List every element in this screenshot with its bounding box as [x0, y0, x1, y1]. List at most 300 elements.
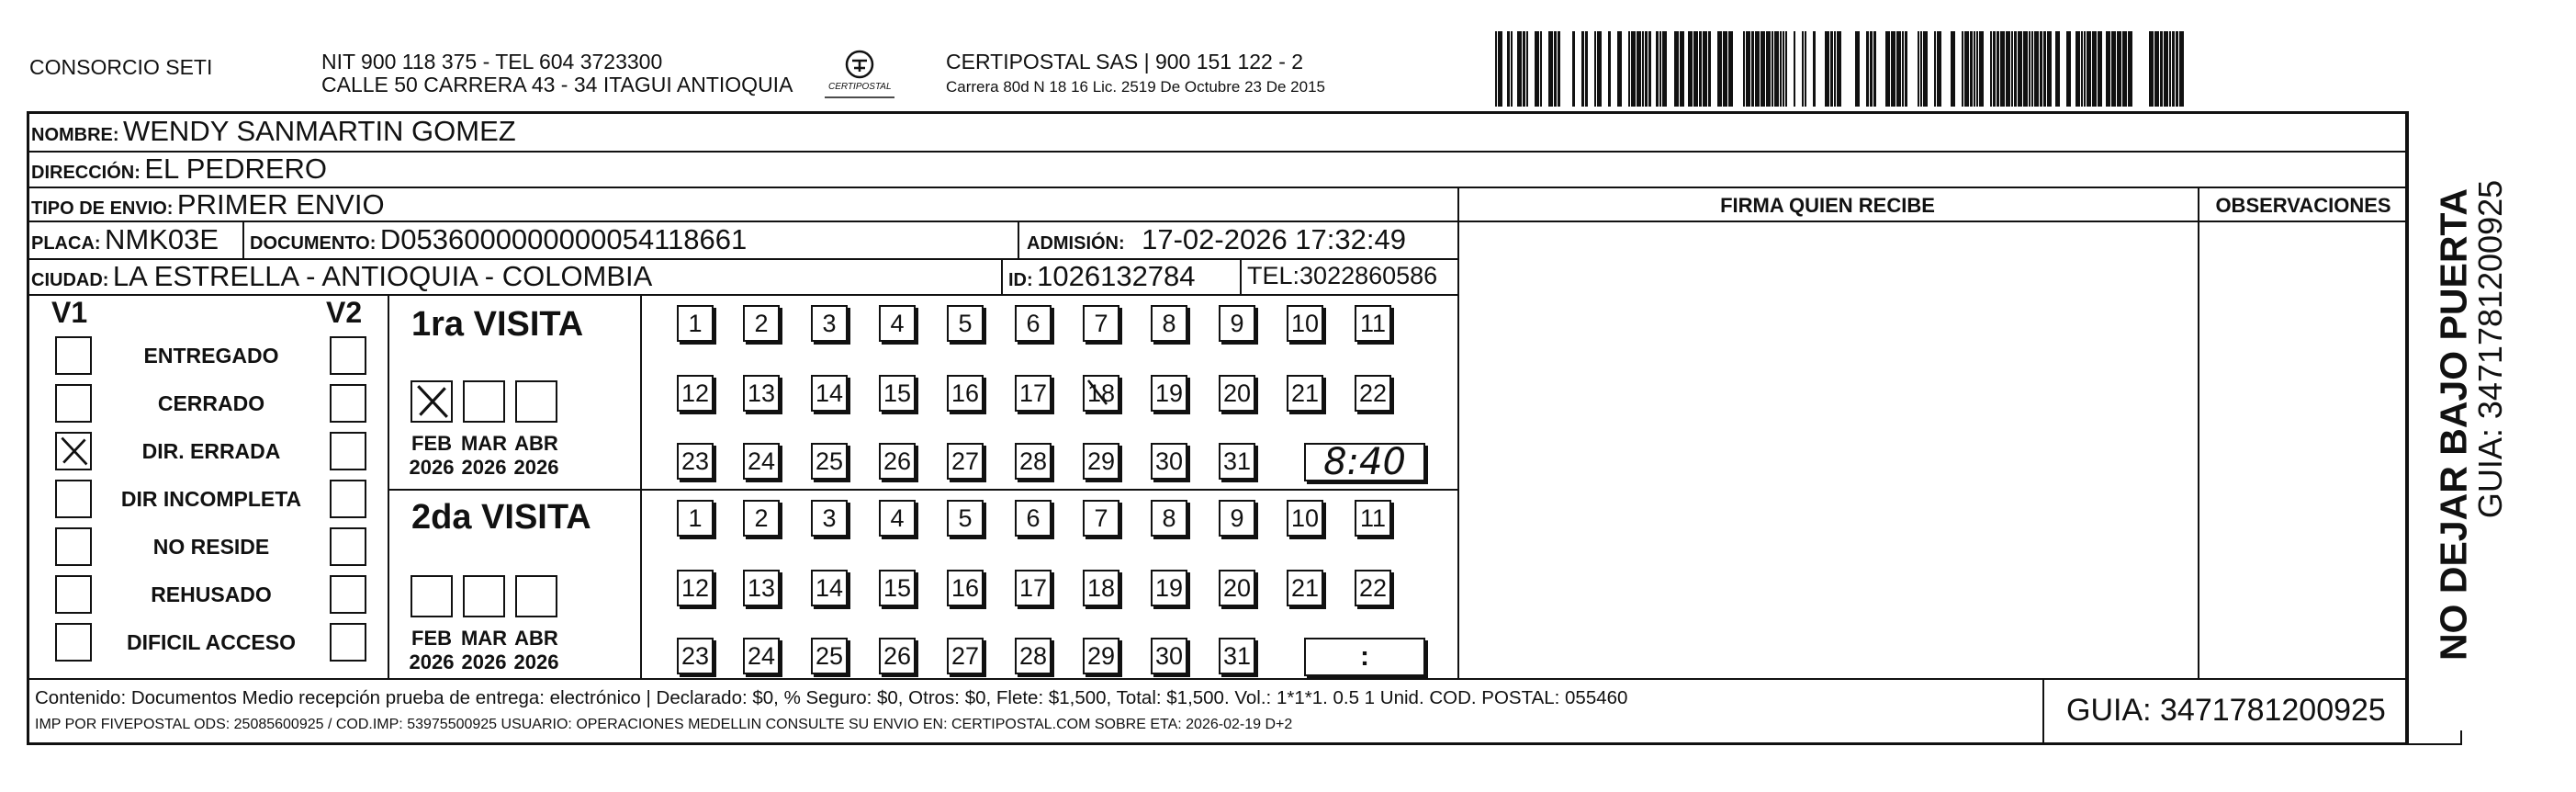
day-number: 11	[1359, 309, 1387, 337]
certipostal-logo	[816, 48, 904, 101]
day-number: 26	[883, 641, 912, 670]
nombre-value: WENDY SANMARTIN GOMEZ	[123, 115, 516, 147]
day-box-19[interactable]	[1151, 570, 1187, 606]
barcode-bar	[1920, 31, 1922, 107]
day-number: 7	[1094, 503, 1108, 532]
month-label	[458, 432, 510, 481]
day-number: 10	[1290, 309, 1320, 337]
barcode-bar	[1645, 31, 1648, 107]
barcode-bar	[1699, 31, 1702, 107]
barcode-bar	[2179, 31, 2184, 107]
day-number: 27	[951, 447, 980, 475]
month-name: ABR	[514, 432, 558, 455]
day-number: 8	[1162, 503, 1176, 532]
day-box-8[interactable]	[1151, 500, 1187, 537]
day-number: 31	[1222, 641, 1252, 670]
day-box-14[interactable]	[811, 570, 848, 606]
month-name: MAR	[460, 627, 508, 650]
barcode-bar	[1825, 31, 1829, 107]
v1-label: V1	[51, 296, 88, 329]
barcode-bar	[1637, 31, 1641, 107]
day-box-28[interactable]	[1015, 443, 1052, 480]
day-number: 15	[883, 573, 912, 602]
barcode-bar	[1830, 31, 1833, 107]
month-name: ABR	[514, 627, 558, 650]
barcode-bar	[2172, 31, 2175, 107]
day-box-3[interactable]	[811, 500, 848, 537]
status-v1-checkbox[interactable]	[55, 575, 92, 614]
barcode-bar	[1774, 31, 1779, 107]
day-box-5[interactable]	[947, 500, 984, 537]
day-box-1[interactable]	[677, 500, 714, 537]
barcode-bar	[2154, 31, 2159, 107]
barcode-bar	[1934, 31, 1936, 107]
barcode-bar	[2034, 31, 2039, 107]
day-number: 14	[815, 573, 844, 602]
barcode-bar	[1597, 31, 1602, 107]
barcode-bar	[1581, 31, 1584, 107]
day-box-24[interactable]	[743, 443, 780, 480]
month-label	[406, 432, 457, 481]
barcode-bar	[1813, 31, 1816, 107]
month-label	[458, 627, 510, 675]
day-box-16[interactable]	[947, 570, 984, 606]
barcode-bar	[2098, 31, 2102, 107]
day-number: 4	[890, 309, 905, 337]
day-number: 11	[1359, 503, 1387, 532]
ciudad-value: LA ESTRELLA - ANTIOQUIA - COLOMBIA	[112, 260, 653, 292]
day-box-20[interactable]	[1219, 570, 1255, 606]
status-label: DIR. ERRADA	[141, 439, 281, 463]
barcode-bar	[2084, 31, 2086, 107]
day-box-3[interactable]	[811, 305, 848, 342]
barcode-bar	[1834, 31, 1836, 107]
day-box-11[interactable]	[1355, 500, 1391, 537]
barcode-bar	[2122, 31, 2127, 107]
status-v1-checkbox[interactable]	[55, 527, 92, 566]
license-line: Carrera 80d N 18 16 Lic. 2519 De Octubre 23 De 2015	[946, 78, 1325, 96]
barcode-bar	[1662, 31, 1667, 107]
day-number: 1	[688, 309, 703, 337]
barcode-bar	[2000, 31, 2005, 107]
day-number: 15	[883, 379, 912, 407]
day-box-21[interactable]	[1287, 570, 1323, 606]
barcode-bar	[1783, 31, 1784, 107]
tel-cell: TEL:3022860586	[1247, 262, 1438, 289]
status-v2-checkbox[interactable]	[330, 336, 366, 375]
day-box-13[interactable]	[743, 375, 780, 412]
barcode-bar	[2055, 31, 2060, 107]
day-number: 4	[890, 503, 905, 532]
status-v2-checkbox[interactable]	[330, 384, 366, 423]
day-box-16[interactable]	[947, 375, 984, 412]
barcode-bar	[2040, 31, 2042, 107]
month-checkbox[interactable]	[411, 380, 453, 423]
day-box-9[interactable]	[1219, 500, 1255, 537]
barcode-bar	[1688, 31, 1693, 107]
day-number: 26	[883, 447, 912, 475]
v2-label: V2	[326, 296, 363, 329]
barcode-bar	[2160, 31, 2163, 107]
day-box-9[interactable]	[1219, 305, 1255, 342]
status-label: DIR INCOMPLETA	[120, 487, 302, 511]
barcode-bar	[1885, 31, 1890, 107]
time-value: :	[1360, 641, 1369, 672]
barcode-bar	[2029, 31, 2030, 107]
barcode-bar	[1507, 31, 1510, 107]
month-checkbox[interactable]	[515, 575, 557, 617]
day-box-22[interactable]	[1355, 570, 1391, 606]
nombre-row: NOMBRE: WENDY SANMARTIN GOMEZ	[31, 115, 516, 147]
barcode-bar	[2011, 31, 2013, 107]
admision-cell: ADMISIÓN: 17-02-2026 17:32:49	[1027, 223, 1406, 255]
month-label	[511, 627, 562, 675]
day-box-18[interactable]	[1083, 375, 1119, 412]
status-v1-checkbox[interactable]	[55, 384, 92, 423]
day-number: 6	[1026, 503, 1041, 532]
observaciones-header: OBSERVACIONES	[2215, 194, 2391, 217]
barcode-bar	[1558, 31, 1560, 107]
barcode-bar	[1585, 31, 1588, 107]
footer-line2: IMP POR FIVEPOSTAL ODS: 25085600925 / COD.IMP: 53975500925 USUARIO: OPERACIONES MEDELLIN CONSULTE SU ENVIO EN: CERTIPOSTAL.COM SOBRE ETA: 2026-02-19 D+2	[35, 717, 1293, 732]
month-name: MAR	[460, 432, 508, 455]
barcode-bar	[2169, 31, 2171, 107]
barcode-bar	[1693, 31, 1698, 107]
barcode-bar	[1772, 31, 1773, 107]
time-value: 8:40	[1323, 441, 1406, 483]
day-box-25[interactable]	[811, 638, 848, 674]
barcode-bar	[1751, 31, 1754, 107]
day-number: 3	[822, 309, 837, 337]
day-number: 22	[1358, 573, 1388, 602]
day-box-21[interactable]	[1287, 375, 1323, 412]
month-label	[406, 627, 457, 675]
status-v2-checkbox[interactable]	[330, 432, 366, 470]
barcode-bar	[1498, 31, 1502, 107]
barcode-bar	[1554, 31, 1557, 107]
barcode-bar	[1902, 31, 1904, 107]
day-box-29[interactable]	[1083, 443, 1119, 480]
barcode-bar	[1896, 31, 1901, 107]
status-label: REHUSADO	[151, 583, 272, 606]
status-v1-checkbox[interactable]	[55, 480, 92, 518]
day-number: 30	[1154, 447, 1184, 475]
day-box-30[interactable]	[1151, 443, 1187, 480]
barcode-bar	[1594, 31, 1596, 107]
status-label: ENTREGADO	[143, 344, 279, 368]
day-number: 1	[688, 503, 703, 532]
day-number: 16	[951, 379, 980, 407]
barcode-bar	[1993, 31, 1996, 107]
status-label: DIFICIL ACCESO	[126, 630, 296, 654]
barcode-bar	[1794, 31, 1795, 107]
status-label: NO RESIDE	[152, 535, 270, 559]
barcode-bar	[1766, 31, 1771, 107]
barcode-bar	[1648, 31, 1651, 107]
day-number: 25	[815, 447, 844, 475]
day-box-13[interactable]	[743, 570, 780, 606]
barcode-bar	[2031, 31, 2033, 107]
day-box-5[interactable]	[947, 305, 984, 342]
day-box-19[interactable]	[1151, 375, 1187, 412]
side-title: NO DEJAR BAJO PUERTA	[2432, 187, 2475, 662]
day-box-10[interactable]	[1287, 305, 1323, 342]
barcode-bar	[2117, 31, 2121, 107]
barcode-bar	[2164, 31, 2168, 107]
day-box-12[interactable]	[677, 375, 714, 412]
day-box-27[interactable]	[947, 638, 984, 674]
status-v1-checkbox[interactable]	[55, 336, 92, 375]
day-box-7[interactable]	[1083, 500, 1119, 537]
barcode-bar	[2014, 31, 2017, 107]
status-label: CERRADO	[157, 391, 265, 415]
day-number: 16	[951, 573, 980, 602]
day-number: 14	[815, 379, 844, 407]
barcode-bar	[1866, 31, 1869, 107]
month-year: 2026	[461, 456, 507, 480]
month-checkbox[interactable]	[515, 380, 557, 423]
barcode-bar	[1964, 31, 1969, 107]
day-number: 10	[1290, 503, 1320, 532]
barcode-bar	[1974, 31, 1975, 107]
barcode-bar	[2149, 31, 2154, 107]
barcode-bar	[1873, 31, 1876, 107]
barcode-bar	[1708, 31, 1711, 107]
day-box-4[interactable]	[879, 305, 916, 342]
status-v2-checkbox[interactable]	[330, 575, 366, 614]
barcode-bar	[2043, 31, 2046, 107]
direccion-value: EL PEDRERO	[144, 153, 328, 185]
day-box-23[interactable]	[677, 638, 714, 674]
day-box-15[interactable]	[879, 570, 916, 606]
barcode-bar	[1526, 31, 1528, 107]
day-number: 24	[747, 641, 776, 670]
month-checkbox[interactable]	[463, 575, 505, 617]
status-v2-checkbox[interactable]	[330, 527, 366, 566]
day-box-26[interactable]	[879, 638, 916, 674]
status-v1-checkbox[interactable]	[55, 432, 92, 470]
barcode-bar	[1805, 31, 1806, 107]
day-box-20[interactable]	[1219, 375, 1255, 412]
tipo-value: PRIMER ENVIO	[176, 188, 385, 221]
barcode-bar	[1997, 31, 1999, 107]
day-number: 5	[958, 503, 973, 532]
month-name: FEB	[411, 627, 452, 650]
visit1-title: 1ra VISITA	[411, 305, 584, 344]
day-number: 8	[1162, 309, 1176, 337]
day-number: 19	[1154, 573, 1184, 602]
barcode-bar	[1785, 31, 1787, 107]
barcode-bar	[1780, 31, 1782, 107]
month-year: 2026	[409, 651, 455, 674]
day-box-15[interactable]	[879, 375, 916, 412]
day-number: 17	[1018, 379, 1048, 407]
day-box-27[interactable]	[947, 443, 984, 480]
day-number: 18	[1086, 379, 1116, 407]
barcode-bar	[1703, 31, 1707, 107]
barcode-bar	[1723, 31, 1727, 107]
day-box-30[interactable]	[1151, 638, 1187, 674]
placa-cell: PLACA: NMK03E	[31, 223, 219, 255]
barcode-bar	[2006, 31, 2010, 107]
admision-value: 17-02-2026 17:32:49	[1142, 223, 1406, 255]
day-number: 18	[1086, 573, 1116, 602]
day-box-23[interactable]	[677, 443, 714, 480]
visit2-title: 2da VISITA	[411, 498, 591, 537]
day-box-7[interactable]	[1083, 305, 1119, 342]
day-number: 19	[1154, 379, 1184, 407]
day-box-29[interactable]	[1083, 638, 1119, 674]
tel-value: 3022860586	[1299, 262, 1438, 289]
day-box-12[interactable]	[677, 570, 714, 606]
barcode-bar	[1617, 31, 1622, 107]
month-label	[511, 432, 562, 481]
day-box-10[interactable]	[1287, 500, 1323, 537]
barcode-bar	[1540, 31, 1542, 107]
day-number: 24	[747, 447, 776, 475]
ciudad-cell: CIUDAD: LA ESTRELLA - ANTIOQUIA - COLOMBIA	[31, 260, 653, 292]
barcode-bar	[1951, 31, 1955, 107]
direccion-row: DIRECCIÓN: EL PEDRERO	[31, 153, 328, 185]
barcode-bar	[2106, 31, 2110, 107]
company-name: CONSORCIO SETI	[29, 55, 213, 79]
firma-header: FIRMA QUIEN RECIBE	[1720, 194, 1935, 217]
day-box-4[interactable]	[879, 500, 916, 537]
barcode-bar	[1517, 31, 1522, 107]
month-year: 2026	[461, 651, 507, 674]
barcode-bar	[1717, 31, 1722, 107]
barcode-bar	[1631, 31, 1636, 107]
barcode-bar	[1523, 31, 1525, 107]
barcode-bar	[2081, 31, 2083, 107]
barcode-bar	[1837, 31, 1841, 107]
barcode-bar	[2066, 31, 2071, 107]
day-box-17[interactable]	[1015, 570, 1052, 606]
id-value: 1026132784	[1037, 260, 1196, 292]
barcode-bar	[1870, 31, 1873, 107]
barcode-bar	[1642, 31, 1644, 107]
day-box-28[interactable]	[1015, 638, 1052, 674]
month-name: FEB	[411, 432, 452, 455]
day-box-8[interactable]	[1151, 305, 1187, 342]
day-number: 13	[747, 379, 776, 407]
day-box-22[interactable]	[1355, 375, 1391, 412]
barcode-bar	[2047, 31, 2052, 107]
month-checkbox[interactable]	[411, 575, 453, 617]
barcode-bar	[1659, 31, 1661, 107]
certipostal-line: CERTIPOSTAL SAS | 900 151 122 - 2	[946, 50, 1304, 74]
barcode-bar	[1990, 31, 1992, 107]
day-number: 17	[1018, 573, 1048, 602]
day-box-11[interactable]	[1355, 305, 1391, 342]
documento-cell: DOCUMENTO: D0536000000000054118661	[250, 223, 748, 255]
barcode	[1495, 0, 2193, 110]
barcode-bar	[1970, 31, 1973, 107]
month-checkbox[interactable]	[463, 380, 505, 423]
day-number: 3	[822, 503, 837, 532]
barcode-bar	[1962, 31, 1963, 107]
day-number: 28	[1018, 641, 1048, 670]
barcode-bar	[1728, 31, 1733, 107]
status-v1-checkbox[interactable]	[55, 623, 92, 662]
day-number: 21	[1290, 379, 1320, 407]
day-number: 9	[1230, 503, 1244, 532]
barcode-bar	[1918, 31, 1919, 107]
barcode-bar	[1855, 31, 1860, 107]
status-v2-checkbox[interactable]	[330, 623, 366, 662]
day-box-17[interactable]	[1015, 375, 1052, 412]
day-number: 9	[1230, 309, 1244, 337]
day-box-26[interactable]	[879, 443, 916, 480]
barcode-bar	[1937, 31, 1941, 107]
day-number: 21	[1290, 573, 1320, 602]
month-year: 2026	[513, 651, 559, 674]
day-number: 28	[1018, 447, 1048, 475]
day-box-6[interactable]	[1015, 500, 1052, 537]
documento-value: D0536000000000054118661	[379, 223, 748, 255]
nit-line: NIT 900 118 375 - TEL 604 3723300	[321, 50, 663, 74]
side-guia: GUIA: 3471781200925	[2471, 179, 2509, 519]
barcode-bar	[1923, 31, 1928, 107]
day-number: 30	[1154, 641, 1184, 670]
day-number: 13	[747, 573, 776, 602]
barcode-bar	[1680, 31, 1684, 107]
day-number: 29	[1086, 641, 1116, 670]
barcode-bar	[2087, 31, 2091, 107]
footer-line1: Contenido: Documentos Medio recepción prueba de entrega: electrónico | Declarado: $0, % Seguro: $0, Otros: $0, Flete: $1,500, Total: $1,500. Vol.: 1*1*1. 0.5 1 Unid. COD. POSTAL: 055460	[35, 687, 1628, 708]
barcode-bar	[1628, 31, 1630, 107]
day-box-2[interactable]	[743, 500, 780, 537]
barcode-bar	[1746, 31, 1750, 107]
address-line: CALLE 50 CARRERA 43 - 34 ITAGUI ANTIOQUIA	[321, 73, 793, 96]
day-box-18[interactable]	[1083, 570, 1119, 606]
day-number: 5	[958, 309, 973, 337]
barcode-bar	[1743, 31, 1745, 107]
barcode-bar	[2092, 31, 2097, 107]
barcode-bar	[1891, 31, 1895, 107]
day-number: 29	[1086, 447, 1116, 475]
day-box-2[interactable]	[743, 305, 780, 342]
barcode-bar	[1535, 31, 1539, 107]
barcode-bar	[1656, 31, 1659, 107]
barcode-bar	[1755, 31, 1760, 107]
day-box-1[interactable]	[677, 305, 714, 342]
day-box-24[interactable]	[743, 638, 780, 674]
time-box[interactable]	[1304, 443, 1425, 481]
day-box-14[interactable]	[811, 375, 848, 412]
time-box[interactable]	[1304, 638, 1425, 676]
barcode-bar	[1760, 31, 1765, 107]
day-number: 20	[1222, 573, 1252, 602]
barcode-bar	[1905, 31, 1907, 107]
barcode-bar	[2176, 31, 2178, 107]
barcode-bar	[1495, 31, 1497, 107]
month-year: 2026	[409, 456, 455, 480]
day-number: 31	[1222, 447, 1252, 475]
day-number: 2	[754, 309, 769, 337]
day-box-6[interactable]	[1015, 305, 1052, 342]
day-box-31[interactable]	[1219, 638, 1255, 674]
status-v2-checkbox[interactable]	[330, 480, 366, 518]
barcode-bar	[1548, 31, 1553, 107]
barcode-bar	[2075, 31, 2080, 107]
day-number: 20	[1222, 379, 1252, 407]
barcode-bar	[2018, 31, 2022, 107]
day-box-31[interactable]	[1219, 443, 1255, 480]
day-number: 25	[815, 641, 844, 670]
day-box-25[interactable]	[811, 443, 848, 480]
barcode-bar	[1511, 31, 1513, 107]
